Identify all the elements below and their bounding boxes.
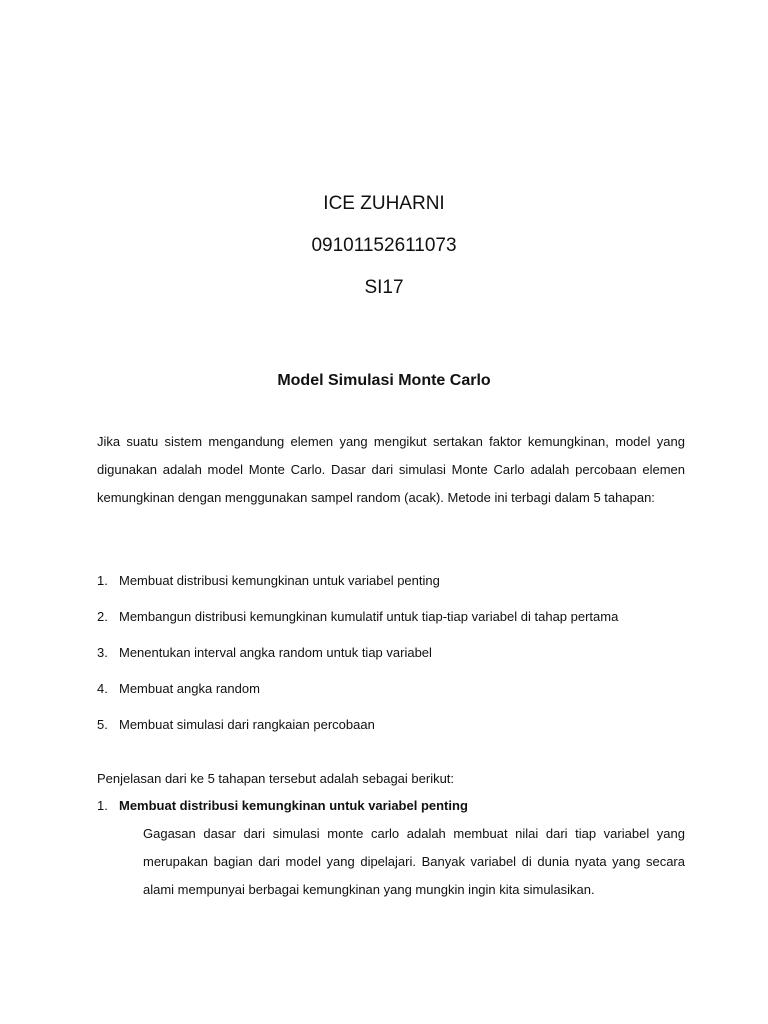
- list-item: [97, 572, 697, 590]
- section-heading: [97, 797, 468, 815]
- list-number: 1.: [97, 573, 108, 588]
- section-body: Gagasan dasar dari simulasi monte carlo adalah membuat nilai dari tiap variabel yang merupakan bagian dari model yang dipelajari. Banyak variabel di dunia nyata yang secara alami mempunyai berbagai kemungkinan yang mungkin ingin kita simulasikan.: [143, 826, 685, 897]
- list-text: Membuat simulasi dari rangkaian percobaan: [119, 717, 375, 732]
- list-item: [97, 716, 697, 734]
- explanation-intro: Penjelasan dari ke 5 tahapan tersebut adalah sebagai berikut:: [97, 771, 455, 786]
- list-item: [97, 608, 697, 626]
- section-number: 1.: [97, 798, 108, 813]
- intro-paragraph: Jika suatu sistem mengandung elemen yang mengikut sertakan faktor kemungkinan, model yang digunakan adalah model Monte Carlo. Dasar dari simulasi Monte Carlo adalah percobaan elemen kemungkinan dengan menggunakan sampel random (acak). Metode ini terbagi dalam 5 tahapan:: [97, 434, 685, 505]
- class-code: SI17: [364, 277, 404, 298]
- list-text: Menentukan interval angka random untuk tiap variabel: [119, 645, 432, 660]
- list-number: 2.: [97, 609, 108, 624]
- list-number: 4.: [97, 681, 108, 696]
- document-title: Model Simulasi Monte Carlo: [277, 372, 491, 389]
- list-text: Membuat angka random: [119, 681, 260, 696]
- list-number: 3.: [97, 645, 108, 660]
- list-item: [97, 680, 697, 698]
- author-name: ICE ZUHARNI: [323, 193, 445, 214]
- student-id: 09101152611073: [311, 235, 457, 256]
- list-text: Membangun distribusi kemungkinan kumulatif untuk tiap-tiap variabel di tahap pertama: [119, 609, 619, 624]
- list-text: Membuat distribusi kemungkinan untuk variabel penting: [119, 573, 440, 588]
- list-item: [97, 644, 697, 662]
- section-title: Membuat distribusi kemungkinan untuk variabel penting: [119, 798, 468, 813]
- list-number: 5.: [97, 717, 108, 732]
